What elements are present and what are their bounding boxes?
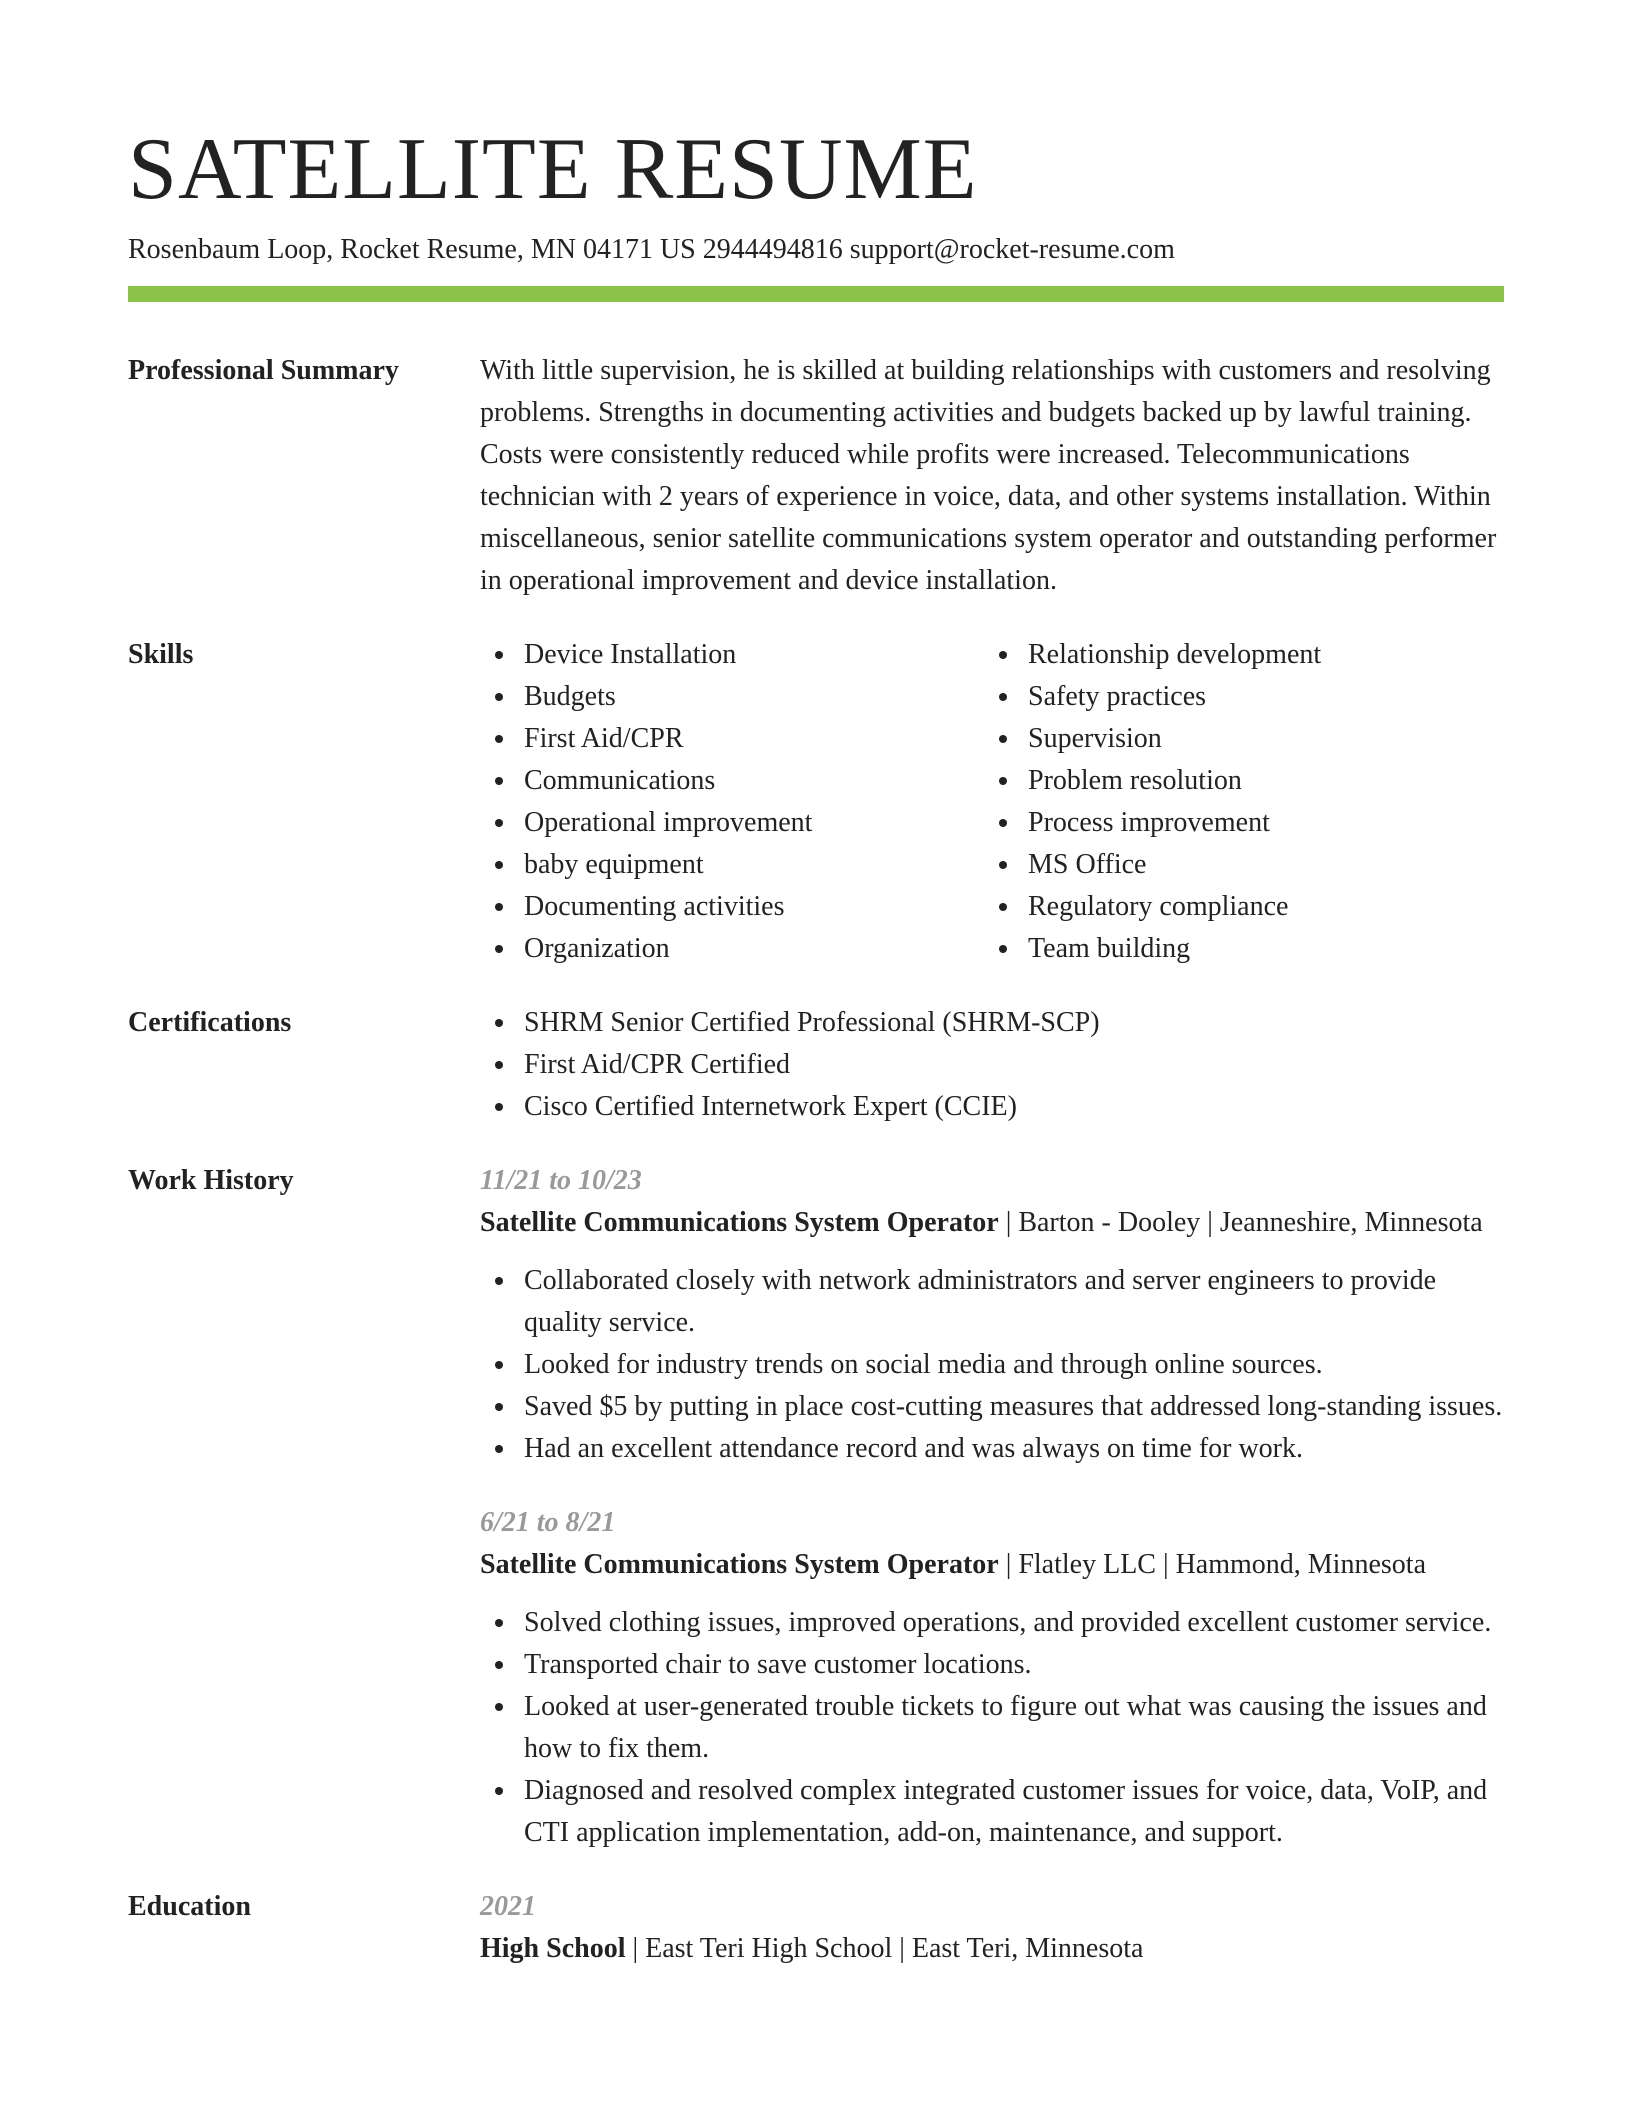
skills-section (128, 634, 1504, 970)
job-bullets (480, 1602, 1504, 1854)
job-bullet: Solved clothing issues, improved operations, and provided excellent customer service. (480, 1602, 1504, 1644)
section-label-summary: Professional Summary (128, 355, 399, 386)
summary-section (128, 350, 1504, 602)
job-bullet: Looked at user-generated trouble tickets to figure out what was causing the issues and how to fix them. (480, 1686, 1504, 1770)
skill-item: Supervision (984, 718, 1488, 760)
certification-item: Cisco Certified Internetwork Expert (CCIE) (480, 1086, 1504, 1128)
section-label-work-history: Work History (128, 1165, 294, 1196)
job-bullet: Diagnosed and resolved complex integrated customer issues for voice, data, VoIP, and CTI application implementation, add-on, maintenance, and support. (480, 1770, 1504, 1854)
certification-item: SHRM Senior Certified Professional (SHRM-SCP) (480, 1002, 1504, 1044)
education-details: | East Teri High School | East Teri, Minnesota (625, 1933, 1144, 1964)
job-entry (480, 1160, 1504, 1470)
education-section (128, 1886, 1504, 1970)
resume-content (128, 350, 1504, 1970)
skill-item: Organization (480, 928, 984, 970)
certification-item: First Aid/CPR Certified (480, 1044, 1504, 1086)
job-details: | Flatley LLC | Hammond, Minnesota (998, 1549, 1426, 1580)
job-entry (480, 1502, 1504, 1854)
skill-item: Communications (480, 760, 984, 802)
job-bullet: Transported chair to save customer locations. (480, 1644, 1504, 1686)
skill-item: MS Office (984, 844, 1488, 886)
certifications-list (480, 1002, 1504, 1128)
resume-name: SATELLITE RESUME (128, 121, 978, 218)
job-bullet: Saved $5 by putting in place cost-cutting measures that addressed long-standing issues. (480, 1386, 1504, 1428)
job-bullet: Collaborated closely with network administrators and server engineers to provide quality service. (480, 1260, 1504, 1344)
skills-list-left (480, 634, 984, 970)
section-label-certifications: Certifications (128, 1007, 292, 1038)
summary-text: With little supervision, he is skilled at building relationships with customers and resolving problems. Strengths in documenting activities and budgets backed up by lawful training. Costs were consistently reduced while profits were increased. Telecommunications technician with 2 years of experience in voice, data, and other systems installation. Within miscellaneous, senior satellite communications system operator and outstanding performer in operational improvement and device installation. (480, 355, 1497, 596)
certifications-section (128, 1002, 1504, 1128)
job-dates: 6/21 to 8/21 (480, 1507, 616, 1538)
job-dates: 11/21 to 10/23 (480, 1165, 642, 1196)
skill-item: Operational improvement (480, 802, 984, 844)
skill-item: Budgets (480, 676, 984, 718)
skill-item: Device Installation (480, 634, 984, 676)
section-label-skills: Skills (128, 639, 194, 670)
skills-list-right (984, 634, 1488, 970)
contact-info: Rosenbaum Loop, Rocket Resume, MN 04171 US 2944494816 support@rocket-resume.com (128, 234, 1175, 265)
job-heading (480, 1544, 1504, 1586)
skill-item: Process improvement (984, 802, 1488, 844)
skill-item: Team building (984, 928, 1488, 970)
skill-item: baby equipment (480, 844, 984, 886)
job-details: | Barton - Dooley | Jeanneshire, Minnesota (998, 1207, 1483, 1238)
job-bullets (480, 1260, 1504, 1470)
job-title: Satellite Communications System Operator (480, 1207, 999, 1238)
work-history-section (128, 1160, 1504, 1854)
header-divider (128, 286, 1504, 302)
skill-item: Regulatory compliance (984, 886, 1488, 928)
job-title: Satellite Communications System Operator (480, 1549, 999, 1580)
job-heading (480, 1202, 1504, 1244)
skill-item: Relationship development (984, 634, 1488, 676)
skills-columns (480, 634, 1504, 970)
education-heading (480, 1928, 1504, 1970)
skill-item: Safety practices (984, 676, 1488, 718)
job-bullet: Had an excellent attendance record and was always on time for work. (480, 1428, 1504, 1470)
job-bullet: Looked for industry trends on social media and through online sources. (480, 1344, 1504, 1386)
skill-item: Problem resolution (984, 760, 1488, 802)
education-degree: High School (480, 1933, 626, 1964)
skill-item: Documenting activities (480, 886, 984, 928)
skill-item: First Aid/CPR (480, 718, 984, 760)
section-label-education: Education (128, 1891, 251, 1922)
education-date: 2021 (480, 1891, 536, 1922)
